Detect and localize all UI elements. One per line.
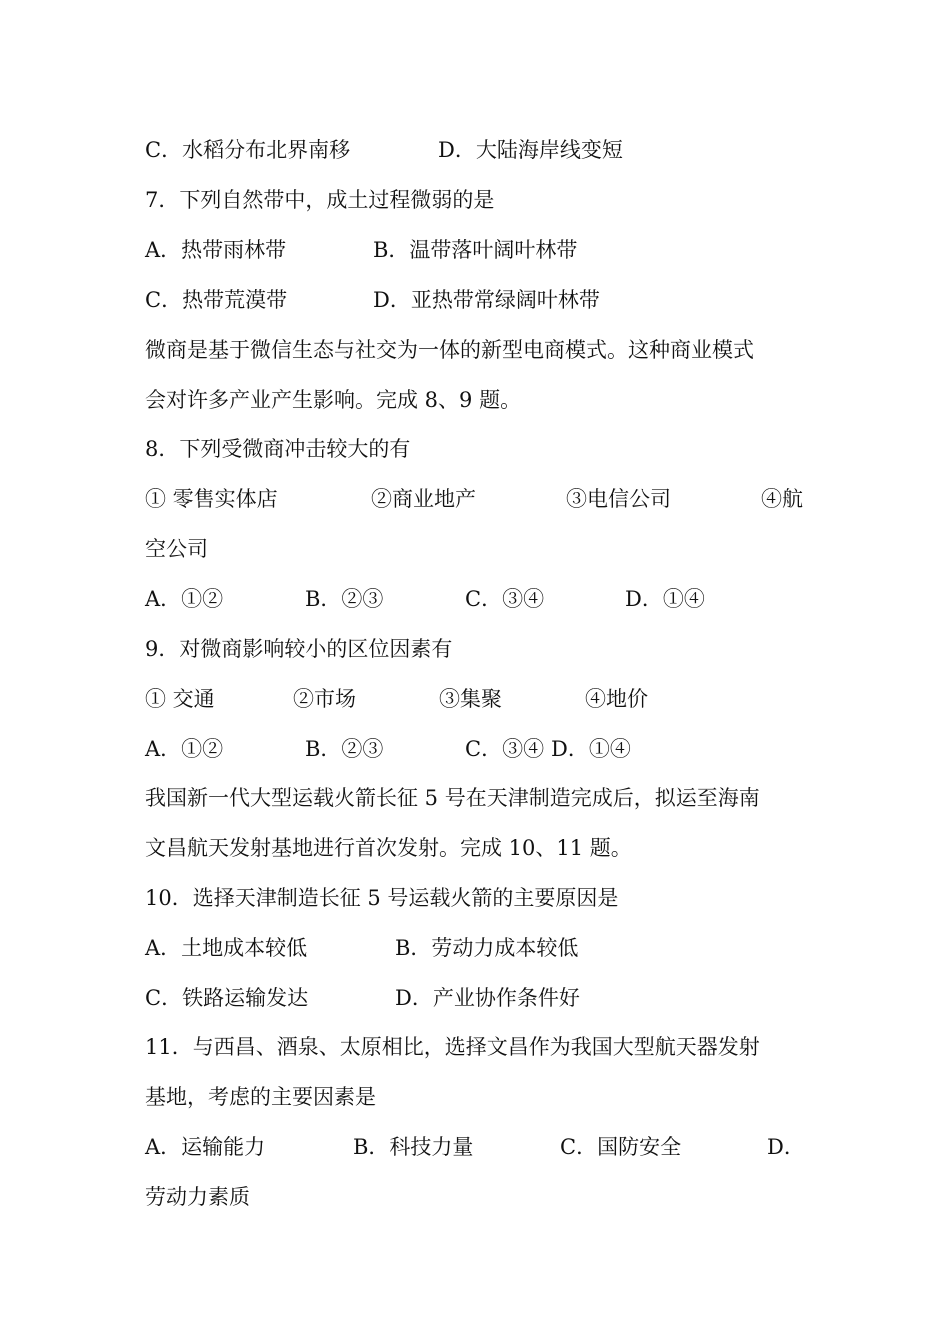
options-line <box>145 579 825 619</box>
answer-option-c: C．③④ <box>465 737 545 761</box>
question-line <box>145 878 825 918</box>
question-line <box>145 429 825 469</box>
answer-option-b: B．②③ <box>305 587 384 611</box>
question-11-continued: 基地，考虑的主要因素是 <box>145 1085 376 1109</box>
question-7: 7．下列自然带中，成土过程微弱的是 <box>145 188 495 212</box>
options-line <box>145 729 825 769</box>
text-line <box>145 130 825 170</box>
answer-option-b: B．温带落叶阔叶林带 <box>373 238 578 262</box>
question-line <box>145 1027 825 1067</box>
question-line <box>145 180 825 220</box>
options-line <box>145 978 825 1018</box>
answer-option-d: D．大陆海岸线变短 <box>438 138 623 162</box>
answer-option-a: A．运输能力 <box>145 1135 266 1159</box>
passage-line <box>145 778 825 818</box>
question-line <box>145 1077 825 1117</box>
passage-text: 我国新一代大型运载火箭长征 5 号在天津制造完成后，拟运至海南 <box>145 786 760 810</box>
choices-line <box>145 479 825 519</box>
answer-option-c: C．水稻分布北界南移 <box>145 138 351 162</box>
question-8: 8．下列受微商冲击较大的有 <box>145 437 411 461</box>
answer-option-d: D． <box>767 1135 805 1159</box>
choice-item-4-continued: 空公司 <box>145 537 208 561</box>
answer-option-d: D．产业协作条件好 <box>395 986 580 1010</box>
choice-item-1: ① 交通 <box>145 687 215 711</box>
question-10: 10．选择天津制造长征 5 号运载火箭的主要原因是 <box>145 886 619 910</box>
choice-item-1: ① 零售实体店 <box>145 487 278 511</box>
options-line <box>145 1177 825 1217</box>
answer-option-c: C．热带荒漠带 <box>145 288 288 312</box>
question-11: 11．与西昌、酒泉、太原相比，选择文昌作为我国大型航天器发射 <box>145 1035 760 1059</box>
answer-option-b: B．科技力量 <box>353 1135 474 1159</box>
options-line <box>145 928 825 968</box>
options-line <box>145 1127 825 1167</box>
choice-item-2: ②商业地产 <box>371 487 476 511</box>
passage-text: 微商是基于微信生态与社交为一体的新型电商模式。这种商业模式 <box>145 338 754 362</box>
choice-item-4: ④航 <box>761 487 803 511</box>
answer-option-d: D．①④ <box>551 737 631 761</box>
answer-option-c: C．③④ <box>465 587 545 611</box>
answer-option-b: B．劳动力成本较低 <box>395 936 579 960</box>
answer-option-d: D．①④ <box>625 587 705 611</box>
answer-option-c: C．铁路运输发达 <box>145 986 309 1010</box>
choice-item-2: ②市场 <box>293 687 356 711</box>
choices-line <box>145 679 825 719</box>
question-9: 9．对微商影响较小的区位因素有 <box>145 637 453 661</box>
answer-option-b: B．②③ <box>305 737 384 761</box>
options-line <box>145 230 825 270</box>
passage-line <box>145 828 825 868</box>
options-line <box>145 280 825 320</box>
answer-option-a: A．①② <box>145 737 224 761</box>
answer-option-c: C．国防安全 <box>560 1135 682 1159</box>
choice-item-3: ③集聚 <box>439 687 502 711</box>
answer-option-a: A．热带雨林带 <box>145 238 287 262</box>
passage-line <box>145 380 825 420</box>
choices-line <box>145 529 825 569</box>
answer-option-a: A．①② <box>145 587 224 611</box>
answer-option-a: A．土地成本较低 <box>145 936 308 960</box>
answer-option-d-continued: 劳动力素质 <box>145 1185 250 1209</box>
choice-item-4: ④地价 <box>585 687 648 711</box>
passage-line <box>145 330 825 370</box>
choice-item-3: ③电信公司 <box>566 487 671 511</box>
passage-text: 文昌航天发射基地进行首次发射。完成 10、11 题。 <box>145 836 632 860</box>
question-line <box>145 629 825 669</box>
passage-text: 会对许多产业产生影响。完成 8、9 题。 <box>145 388 522 412</box>
answer-option-d: D．亚热带常绿阔叶林带 <box>373 288 600 312</box>
